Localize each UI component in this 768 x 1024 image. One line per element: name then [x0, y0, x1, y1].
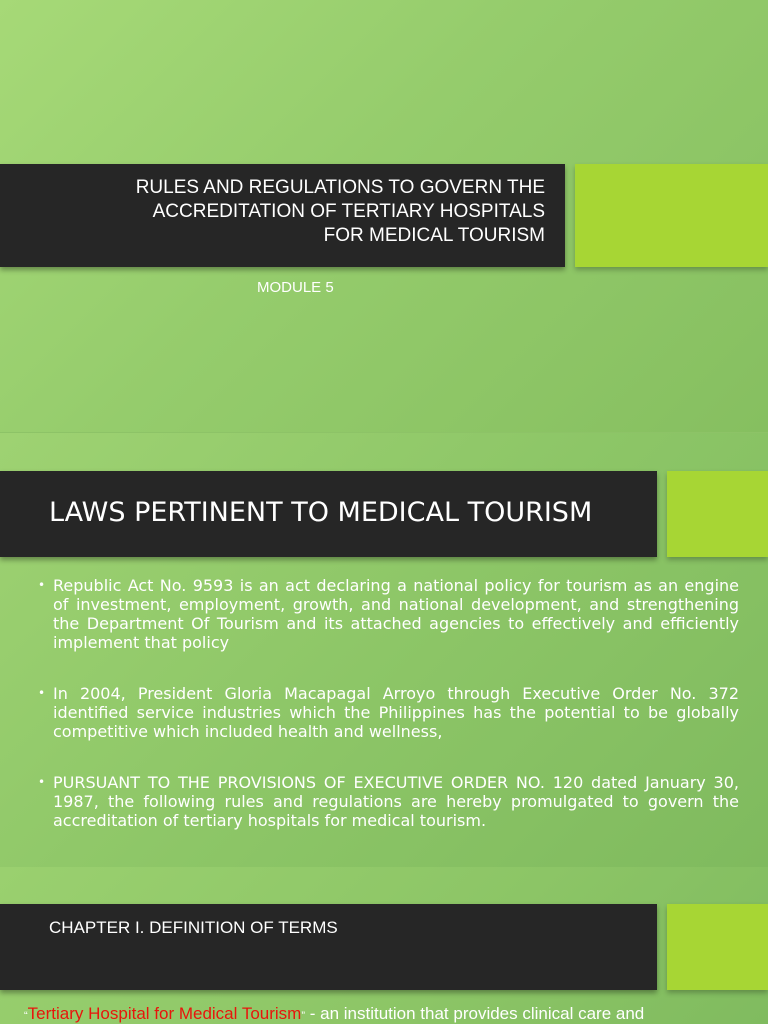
slide-title-line-3: FOR MEDICAL TOURISM	[323, 225, 545, 246]
bullet-item	[38, 576, 739, 652]
bullet-text: Republic Act No. 9593 is an act declaring a national policy for tourism as an engine of investment, employment, growth, and national development, and strengthening the Department Of Tourism and its attached agencies to effectively and efficiently implement that policy	[53, 576, 739, 652]
definition-body: - an institution that provides clinical care and	[305, 1004, 645, 1023]
slide-subtitle: MODULE 5	[257, 279, 334, 296]
accent-block	[667, 904, 768, 990]
bullet-icon: •	[38, 686, 46, 700]
open-quote: “	[24, 1010, 28, 1022]
slide-title-line-2: ACCREDITATION OF TERTIARY HOSPITALS	[152, 201, 545, 222]
definitions-slide	[0, 867, 768, 1024]
heading-banner	[0, 904, 657, 990]
bullet-list	[38, 576, 739, 862]
slide-heading: CHAPTER I. DEFINITION OF TERMS	[49, 918, 338, 937]
slide-title	[25, 176, 545, 248]
heading-banner	[0, 471, 657, 557]
definition-text	[24, 1003, 744, 1024]
slide-heading: LAWS PERTINENT TO MEDICAL TOURISM	[49, 497, 593, 528]
slide-title-line-1: RULES AND REGULATIONS TO GOVERN THE	[135, 177, 545, 198]
title-banner	[0, 164, 565, 267]
title-slide	[0, 0, 768, 432]
accent-block	[575, 164, 768, 267]
bullet-item	[38, 773, 739, 830]
defined-term: Tertiary Hospital for Medical Tourism	[27, 1004, 302, 1023]
laws-slide	[0, 433, 768, 867]
bullet-item	[38, 684, 739, 741]
bullet-text: PURSUANT TO THE PROVISIONS OF EXECUTIVE ORDER NO. 120 dated January 30, 1987, the following rules and regulations are hereby promulgated to govern the accreditation of tertiary hospitals for medical tourism.	[53, 773, 739, 830]
bullet-text: In 2004, President Gloria Macapagal Arroyo through Executive Order No. 372 identified service industries which the Philippines has the potential to be globally competitive which included health and wellness,	[53, 684, 739, 741]
close-quote: ”	[301, 1010, 306, 1022]
bullet-icon: •	[38, 775, 46, 789]
bullet-icon: •	[38, 578, 46, 592]
accent-block	[667, 471, 768, 557]
